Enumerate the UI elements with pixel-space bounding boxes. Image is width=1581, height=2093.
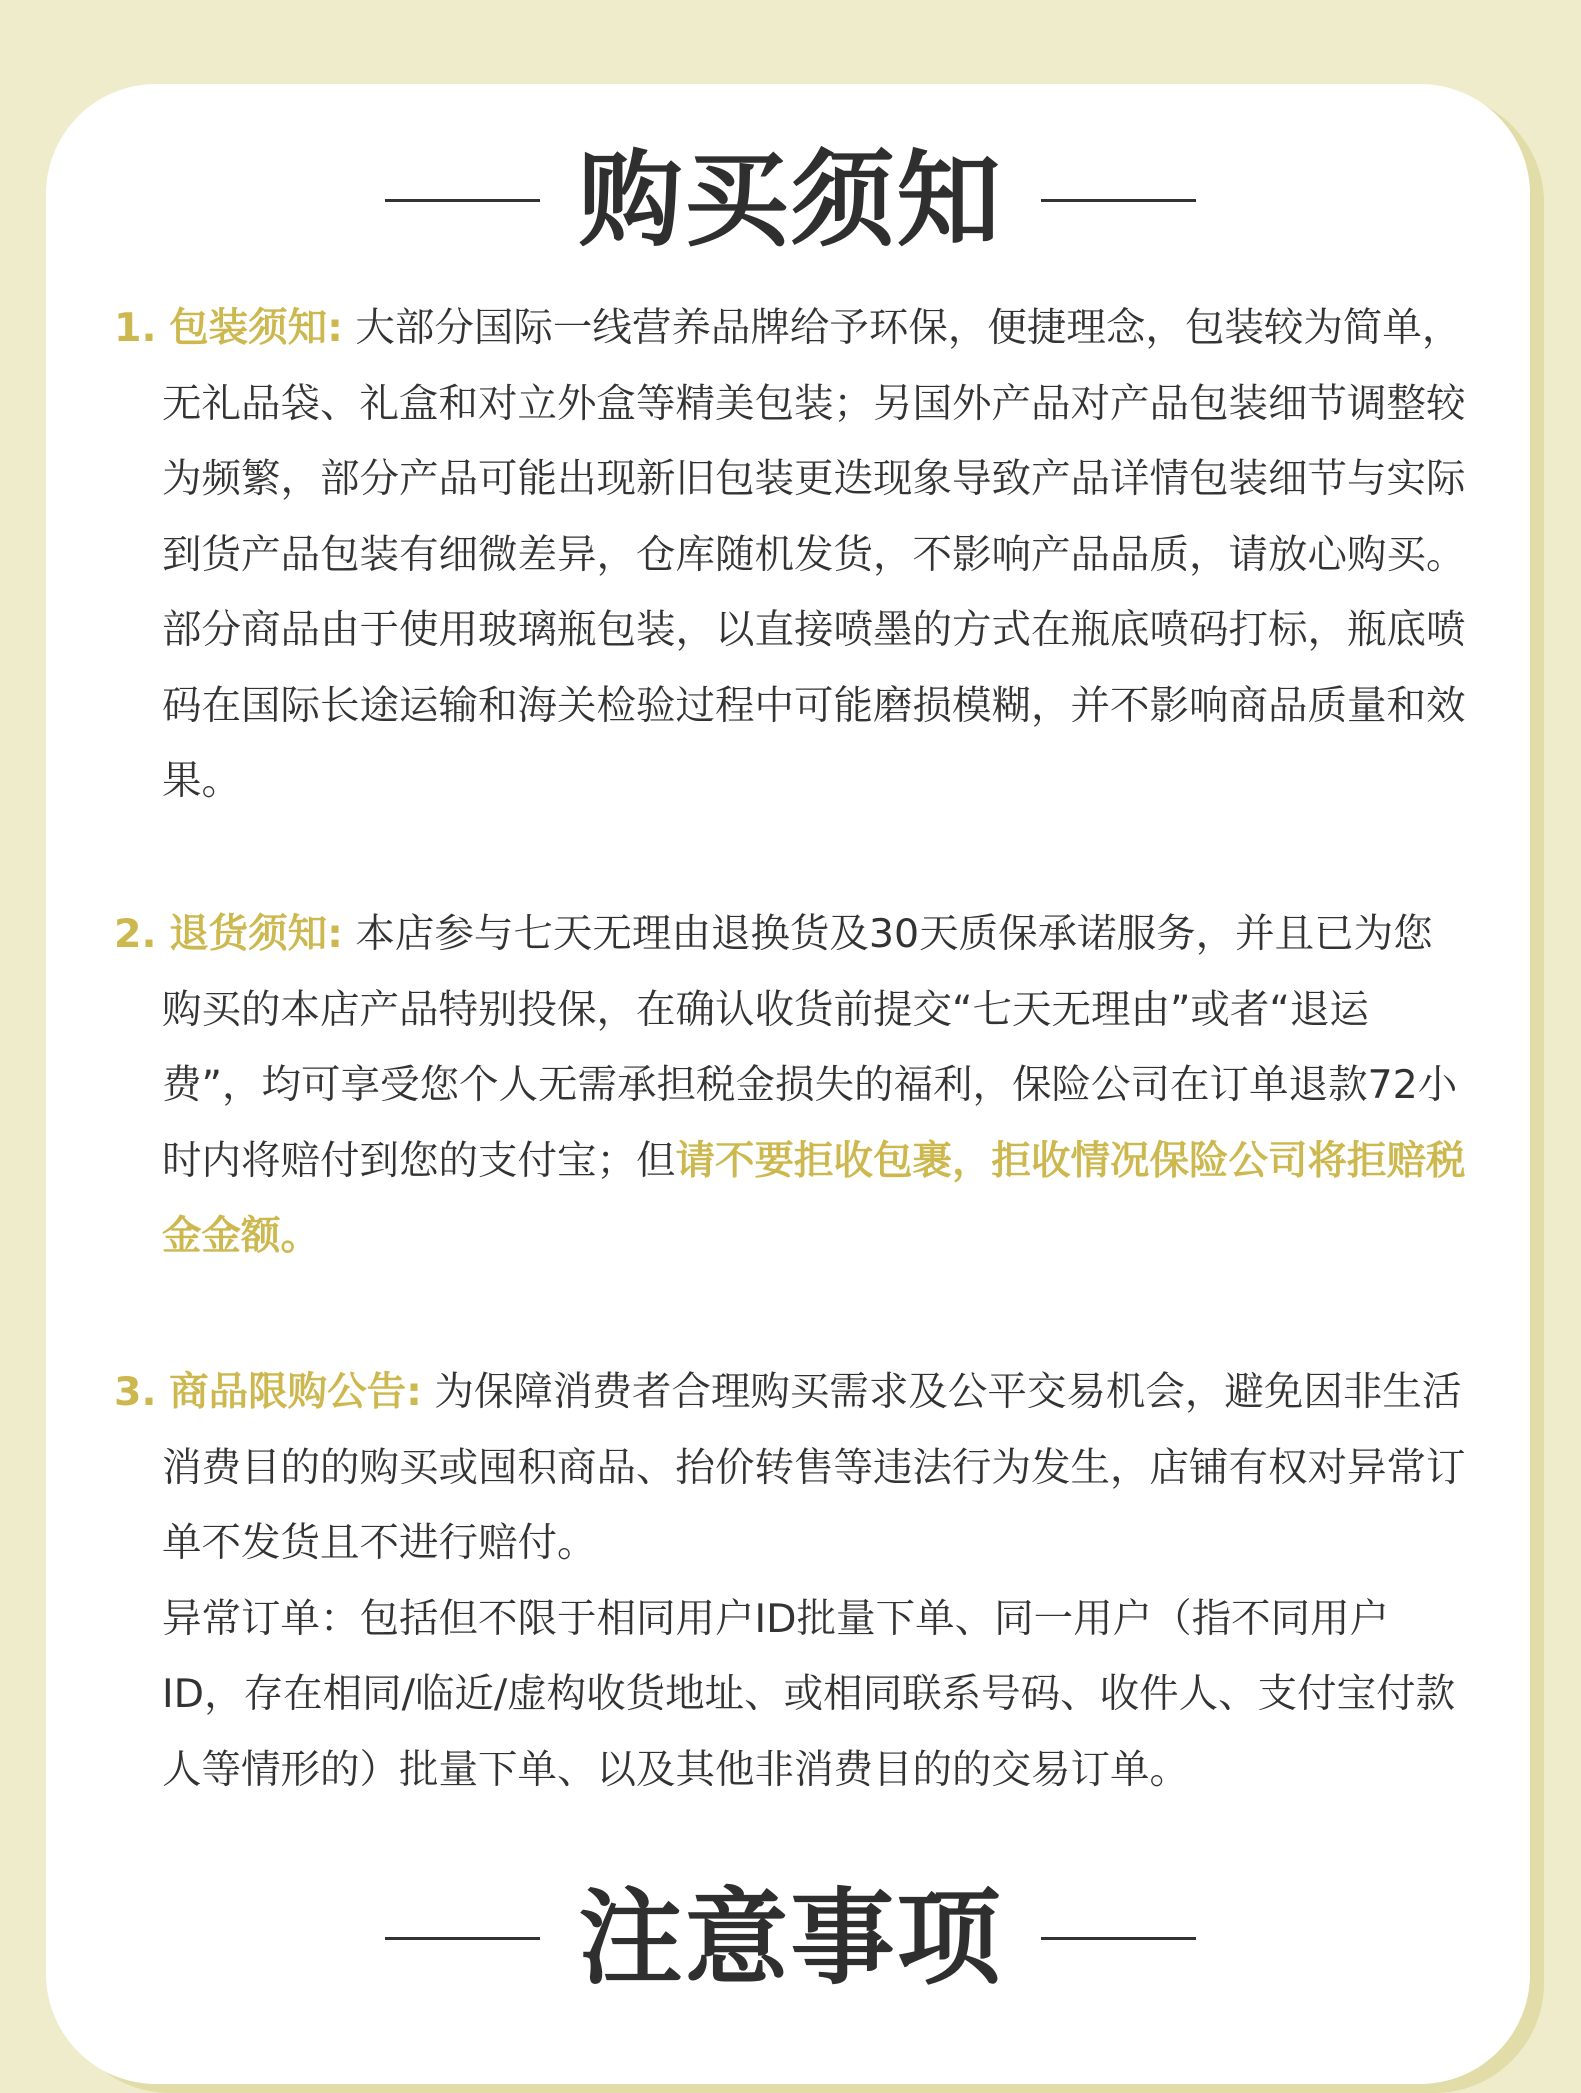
heading-right-line [1041,199,1196,202]
purchase-limit-paragraph [114,1355,1468,1582]
packaging-notice [114,291,1468,820]
purchase-notice-heading [0,140,1581,260]
packaging-notice-body: 大部分国际一线营养品牌给予环保，便捷理念，包装较为简单，无礼品袋、礼盒和对立外盒等精美包装；另国外产品对产品包装细节调整较为频繁，部分产品可能出现新旧包装更迭现象导致产品详情包装细节与实际到货产品包装有细微差异，仓库随机发货，不影响产品品质，请放心购买。部分商品由于使用玻璃瓶包装，以直接喷墨的方式在瓶底喷码打标，瓶底喷码在国际长途运输和海关检验过程中可能磨损模糊，并不影响商品质量和效果。 [162,305,1466,804]
return-notice-title: 退货须知: [169,911,343,957]
purchase-limit-title: 商品限购公告: [169,1369,422,1415]
item-number: 1. [114,305,157,351]
purchase-notice-title: 购买须知 [578,139,1003,261]
heading-left-line [385,199,540,202]
item-number: 3. [114,1369,157,1415]
item-number: 2. [114,911,157,957]
heading-right-line [1041,1937,1196,1940]
return-notice-warning: 请不要拒收包裹，拒收情况保险公司将拒赔税金金额。 [162,1137,1466,1259]
precautions-heading [0,1878,1581,1998]
purchase-limit-notice [114,1355,1468,1808]
return-notice [114,897,1468,1275]
return-notice-paragraph [114,897,1468,1275]
packaging-notice-title: 包装须知: [169,305,343,351]
packaging-notice-paragraph [114,291,1468,820]
precautions-title: 注意事项 [578,1877,1003,1999]
purchase-limit-body: 为保障消费者合理购买需求及公平交易机会，避免因非生活消费目的的购买或囤积商品、抬价转售等违法行为发生，店铺有权对异常订单不发货且不进行赔付。 [162,1369,1466,1566]
abnormal-order-definition: 异常订单：包括但不限于相同用户ID批量下单、同一用户（指不同用户ID，存在相同/临近/虚构收货地址、或相同联系号码、收件人、支付宝付款人等情形的）批量下单、以及其他非消费目的的交易订单。 [162,1595,1456,1793]
heading-left-line [385,1937,540,1940]
return-notice-body: 本店参与七天无理由退换货及30天质保承诺服务，并且已为您购买的本店产品特别投保，在确认收货前提交“七天无理由”或者“退运费”，均可享受您个人无需承担税金损失的福利，保险公司在订单退款72小时内将赔付到您的支付宝；但 [162,911,1458,1184]
